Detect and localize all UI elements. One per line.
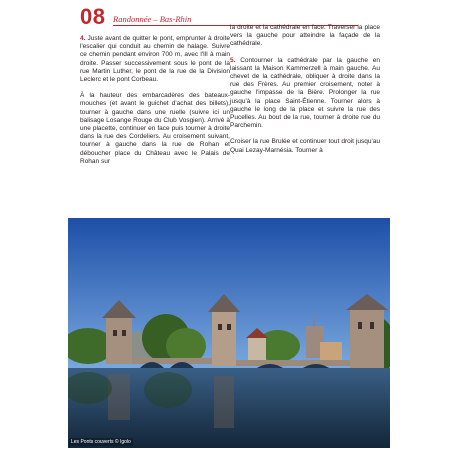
step-5-text: Contourner la cathédrale par la gauche en laissant la Maison Kammerzell à main gauche. Au chevet de la cathédrale, obliquer à droite dans la rue des Frères. Au premier croisement, noter à gauche l'impasse de la Bière. Prolonger la rue jusqu'à la place Saint-Étienne. Tourner alors à gauche le long de la place et suivre la rue des Pucelles. Au bout de la rue, tourner à droite rue du Parchemin. [230, 56, 380, 130]
step-4-number: 4. [80, 35, 86, 42]
photo-caption: Les Ponts couverts © Igolo [71, 439, 131, 445]
chapter-title: Randonnée – Bas-Rhin [113, 14, 192, 24]
step-4-text: Juste avant de quitter le pont, emprunter à droite l'escalier qui conduit au chemin de halage. Suivre ce chemin pendant environ 700 m, avec l'Ill à main droite. Passer successivement sous le pont de la rue Martin Luther, le pont de la rue de la Division Leclerc et le pont Corbeau. [80, 35, 230, 84]
house [248, 338, 266, 360]
boat-landing-paragraph: À la hauteur des embarcadères des bateaux-mouches (et avant le guichet d'achat des billets), tourner à gauche dans une ruelle (suivre ici un balisage Losange Rouge du Club Vosgien). Arrivé à une placette, continuer en face puis tourner à droite dans la rue des Cordeliers. Au croisement suivant, tourner à gauche dans la rue de Rohan et déboucher place du Château avec le Palais de Rohan sur [80, 92, 230, 165]
chapter-number: 08 [80, 4, 106, 29]
step-5-paragraph [230, 57, 380, 131]
quai-paragraph: Croiser la rue Brulée et continuer tout droit jusqu'au Quai Lezay-Marnésia. Tourner à [230, 138, 380, 154]
step-4-paragraph [80, 35, 230, 84]
left-text-column [80, 35, 230, 174]
reflection [108, 374, 130, 420]
step-5-number: 5. [230, 56, 236, 64]
right-text-column [230, 24, 380, 163]
ponts-couverts-illustration [68, 218, 390, 448]
ponts-couverts-photo [68, 218, 390, 448]
cathedral-square-paragraph: la droite et la cathédrale en face. Traverser la place vers la gauche pour atteindre la façade de la cathédrale. [230, 24, 380, 48]
